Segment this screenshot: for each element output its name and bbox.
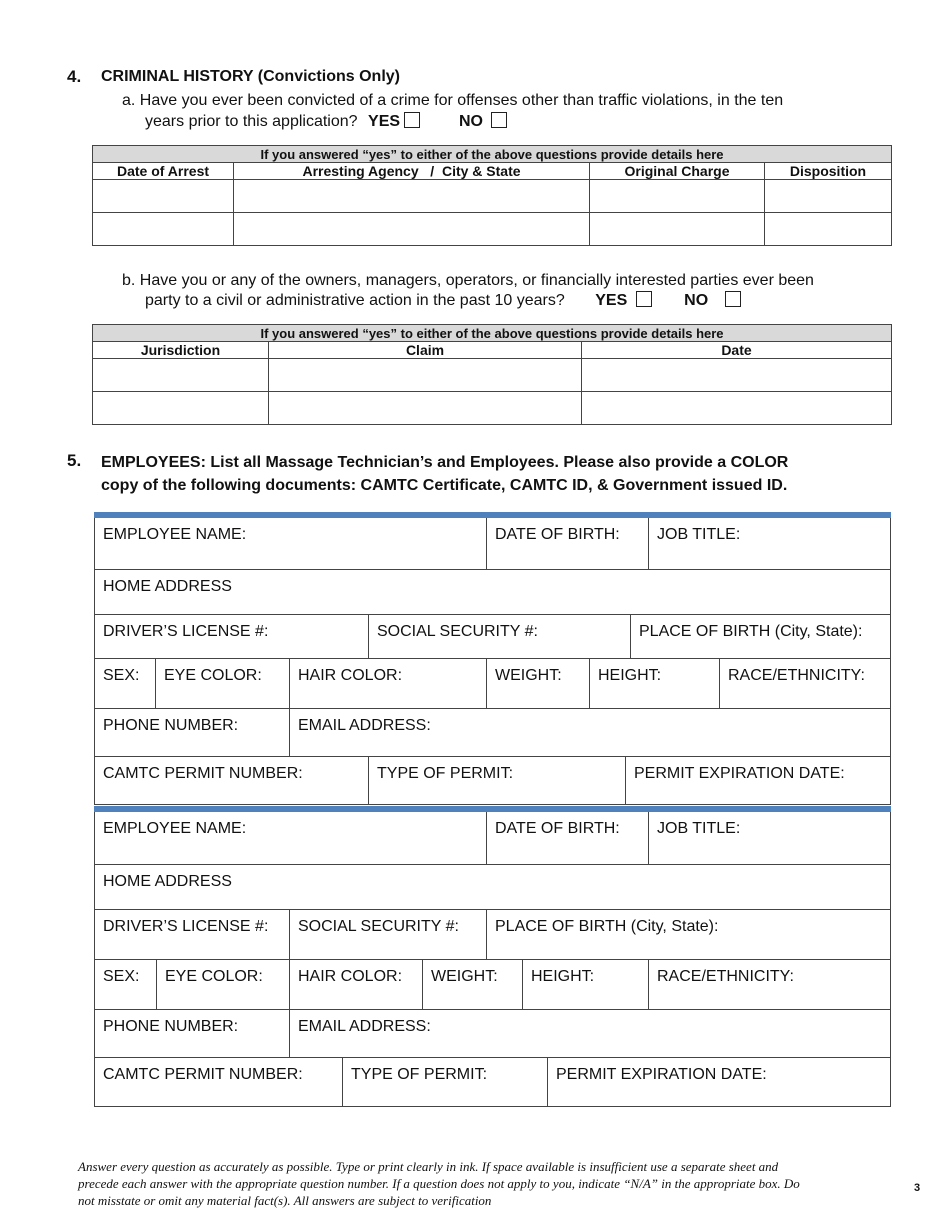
arrest-disposition-cell[interactable] <box>765 213 892 246</box>
section-4-number: 4. <box>67 67 82 86</box>
height-field[interactable]: HEIGHT: <box>590 659 720 708</box>
employee-name-field[interactable]: EMPLOYEE NAME: <box>95 518 487 569</box>
weight-field[interactable]: WEIGHT: <box>423 960 523 1009</box>
phone-number-field[interactable]: PHONE NUMBER: <box>95 1010 290 1057</box>
sex-field[interactable]: SEX: <box>95 960 157 1009</box>
question-b-line2 <box>145 291 741 311</box>
permit-type-field[interactable]: TYPE OF PERMIT: <box>369 757 626 804</box>
table-row <box>93 213 892 246</box>
drivers-license-field[interactable]: DRIVER’S LICENSE #: <box>95 615 369 658</box>
question-a-yes-checkbox[interactable] <box>404 112 420 128</box>
question-b-line1: b. Have you or any of the owners, managers, operators, or financially interested parties ever been <box>122 272 814 289</box>
question-b-yes-label: YES <box>595 292 628 309</box>
employee-block-1 <box>94 512 891 805</box>
sex-field[interactable]: SEX: <box>95 659 156 708</box>
arrest-date-cell[interactable] <box>93 180 234 213</box>
table-row <box>93 180 892 213</box>
hair-color-field[interactable]: HAIR COLOR: <box>290 659 487 708</box>
arrest-table-caption: If you answered “yes” to either of the above questions provide details here <box>93 146 892 163</box>
footer-instructions <box>78 1158 878 1209</box>
column-jurisdiction: Jurisdiction <box>93 342 269 359</box>
column-disposition: Disposition <box>765 163 892 180</box>
date-cell[interactable] <box>582 359 892 392</box>
section-5-title-line1: EMPLOYEES: List all Massage Technician’s and Employees. Please also provide a COLOR <box>101 454 789 471</box>
place-of-birth-field[interactable]: PLACE OF BIRTH (City, State): <box>495 918 719 935</box>
civil-table-caption: If you answered “yes” to either of the above questions provide details here <box>93 325 892 342</box>
permit-type-field[interactable]: TYPE OF PERMIT: <box>343 1058 548 1106</box>
hair-color-field[interactable]: HAIR COLOR: <box>290 960 423 1009</box>
arrest-date-cell[interactable] <box>93 213 234 246</box>
arrest-agency-cell[interactable] <box>234 213 590 246</box>
jurisdiction-cell[interactable] <box>93 359 269 392</box>
column-date-of-arrest: Date of Arrest <box>93 163 234 180</box>
email-address-field[interactable]: EMAIL ADDRESS: <box>298 717 431 734</box>
arrest-agency-cell[interactable] <box>234 180 590 213</box>
arrest-charge-cell[interactable] <box>590 180 765 213</box>
camtc-permit-number-field[interactable]: CAMTC PERMIT NUMBER: <box>95 757 369 804</box>
table-row <box>93 392 892 425</box>
question-a-line1: a. Have you ever been convicted of a crime for offenses other than traffic violations, in the ten <box>122 92 784 109</box>
arrest-disposition-cell[interactable] <box>765 180 892 213</box>
question-a-yes-label: YES <box>368 113 401 130</box>
arrest-charge-cell[interactable] <box>590 213 765 246</box>
date-of-birth-field[interactable]: DATE OF BIRTH: <box>487 518 649 569</box>
date-cell[interactable] <box>582 392 892 425</box>
arrest-details-table <box>92 145 892 246</box>
question-a-no-checkbox[interactable] <box>491 112 507 128</box>
footer-line-3: not misstate or omit any material fact(s). All answers are subject to verification <box>78 1193 492 1208</box>
race-ethnicity-field[interactable]: RACE/ETHNICITY: <box>728 667 865 684</box>
social-security-field[interactable]: SOCIAL SECURITY #: <box>369 615 631 658</box>
question-a-no-label: NO <box>458 113 483 130</box>
permit-expiration-field[interactable]: PERMIT EXPIRATION DATE: <box>634 765 845 782</box>
jurisdiction-cell[interactable] <box>93 392 269 425</box>
eye-color-field[interactable]: EYE COLOR: <box>157 960 290 1009</box>
race-ethnicity-field[interactable]: RACE/ETHNICITY: <box>657 968 794 985</box>
permit-expiration-field[interactable]: PERMIT EXPIRATION DATE: <box>556 1066 767 1083</box>
eye-color-field[interactable]: EYE COLOR: <box>156 659 290 708</box>
employee-name-field[interactable]: EMPLOYEE NAME: <box>95 812 487 864</box>
job-title-field[interactable]: JOB TITLE: <box>657 526 741 543</box>
home-address-field[interactable]: HOME ADDRESS <box>103 873 232 890</box>
question-b-no-checkbox[interactable] <box>725 291 741 307</box>
page-number: 3 <box>914 1182 921 1194</box>
civil-action-table <box>92 324 892 425</box>
camtc-permit-number-field[interactable]: CAMTC PERMIT NUMBER: <box>95 1058 343 1106</box>
claim-cell[interactable] <box>269 359 582 392</box>
question-a-text: years prior to this application? <box>145 113 358 130</box>
claim-cell[interactable] <box>269 392 582 425</box>
section-5-title <box>101 451 788 497</box>
date-of-birth-field[interactable]: DATE OF BIRTH: <box>487 812 649 864</box>
column-claim: Claim <box>269 342 582 359</box>
table-row <box>93 359 892 392</box>
question-b-yes-checkbox[interactable] <box>636 291 652 307</box>
column-arresting-agency: Arresting Agency / City & State <box>234 163 590 180</box>
job-title-field[interactable]: JOB TITLE: <box>657 820 741 837</box>
footer-line-2: precede each answer with the appropriate question number. If a question does not apply to you, indicate “N/A” in the appropriate box. Do <box>78 1176 800 1191</box>
question-a-line2 <box>145 112 507 132</box>
question-b-no-label: NO <box>684 292 709 309</box>
weight-field[interactable]: WEIGHT: <box>487 659 590 708</box>
home-address-field[interactable]: HOME ADDRESS <box>103 578 232 595</box>
social-security-field[interactable]: SOCIAL SECURITY #: <box>290 910 487 959</box>
place-of-birth-field[interactable]: PLACE OF BIRTH (City, State): <box>639 623 863 640</box>
section-5-title-line2: copy of the following documents: CAMTC Certificate, CAMTC ID, & Government issued ID. <box>101 477 788 494</box>
footer-line-1: Answer every question as accurately as possible. Type or print clearly in ink. If space available is insufficient use a separate sheet and <box>78 1159 779 1174</box>
email-address-field[interactable]: EMAIL ADDRESS: <box>298 1018 431 1035</box>
employee-block-2 <box>94 806 891 1107</box>
height-field[interactable]: HEIGHT: <box>523 960 649 1009</box>
column-date: Date <box>582 342 892 359</box>
drivers-license-field[interactable]: DRIVER’S LICENSE #: <box>95 910 290 959</box>
question-b-text: party to a civil or administrative action in the past 10 years? <box>145 292 565 309</box>
section-4-title: CRIMINAL HISTORY (Convictions Only) <box>101 68 400 85</box>
phone-number-field[interactable]: PHONE NUMBER: <box>95 709 290 756</box>
column-original-charge: Original Charge <box>590 163 765 180</box>
section-5-number: 5. <box>67 451 82 470</box>
